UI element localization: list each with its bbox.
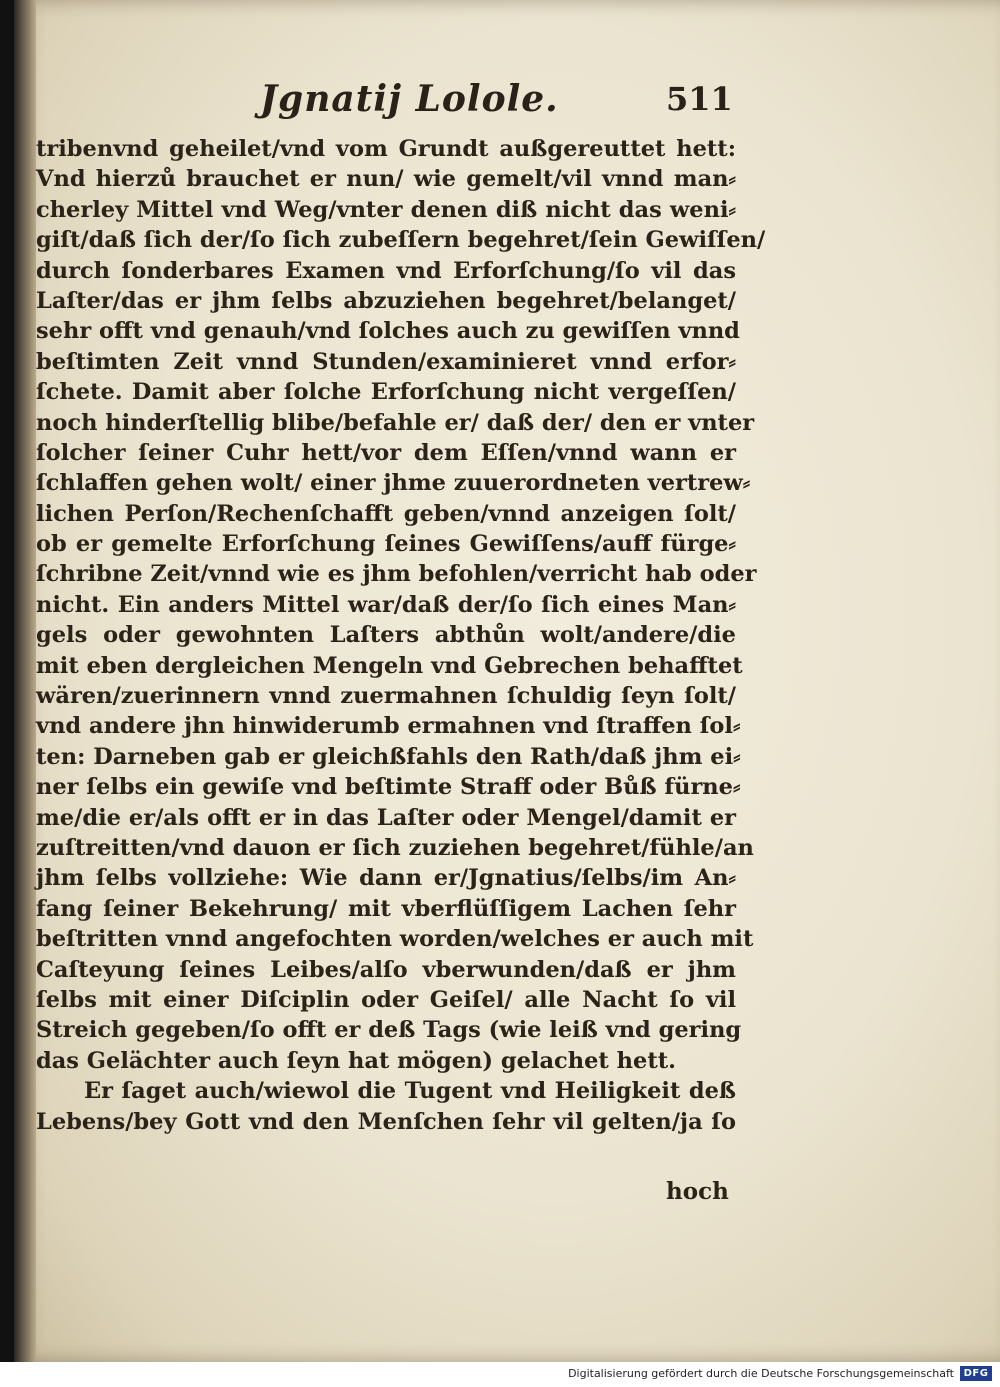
text-line: beſtritten vnnd angefochten worden/welches er auch mit xyxy=(36,926,754,953)
funding-credit: Digitalisierung gefördert durch die Deutsche Forschungsgemeinschaft xyxy=(568,1367,954,1380)
text-line: fang ſeiner Bekehrung/ mit vberflüſſigem Lachen ſehr xyxy=(36,895,736,922)
digitization-footer xyxy=(0,1362,1000,1387)
text-line: ſelbs mit einer Diſciplin oder Geiſel/ alle Nacht ſo vil xyxy=(36,986,736,1013)
text-line: Lebens/bey Gott vnd den Menſchen ſehr vil gelten/ja ſo xyxy=(36,1108,736,1135)
dfg-logo: DFG xyxy=(960,1366,992,1381)
text-line: ſchribne Zeit/vnnd wie es jhm befohlen/verricht hab oder xyxy=(36,561,757,588)
text-line: tribenvnd geheilet/vnd vom Grundt außgereuttet hett: xyxy=(36,136,736,162)
text-line: mit eben dergleichen Mengeln vnd Gebrechen behafftet xyxy=(36,652,743,679)
text-line: sehr offt vnd genauh/vnd ſolches auch zu gewiſſen vnnd xyxy=(36,318,740,345)
text-line: lichen Perſon/Rechenſchafft geben/vnnd anzeigen ſolt/ xyxy=(36,500,736,527)
text-line: zuſtreitten/vnd dauon er ſich zuziehen begehret/fühle/an xyxy=(36,834,754,861)
body-text xyxy=(36,134,766,1137)
page-header xyxy=(14,78,1000,134)
text-line: ob er gemelte Erforſchung ſeines Gewiſſens/auff fürge⸗ xyxy=(36,531,736,558)
page-gutter xyxy=(14,0,36,1362)
text-line: gels oder gewohnten Laſters abthůn wolt/andere/die xyxy=(36,622,736,649)
text-line: Vnd hierzů brauchet er nun/ wie gemelt/vil vnnd man⸗ xyxy=(36,166,736,193)
text-line: cherley Mittel vnd Weg/vnter denen diß nicht das weni⸗ xyxy=(36,196,736,223)
text-line: ſchlaffen gehen wolt/ einer jhme zuuerordneten vertrew⸗ xyxy=(36,470,751,497)
text-line: ten: Darneben gab er gleichßfahls den Rath/daß jhm ei⸗ xyxy=(36,743,741,770)
text-line: giſt/daß ſich der/ſo ſich zubeſſern begehret/ſein Gewiſſen/ xyxy=(36,227,766,254)
catchword: hoch xyxy=(666,1178,729,1205)
text-line: Streich gegeben/ſo offt er deß Tags (wie leiß vnd gering xyxy=(36,1017,742,1044)
text-line: Caſteyung ſeines Leibes/alſo vberwunden/daß er jhm xyxy=(36,956,736,983)
paragraph-start-line: Er ſaget auch/wiewol die Tugent vnd Heiligkeit deß xyxy=(84,1078,736,1105)
running-head: Jgnatij Lolole. xyxy=(260,78,559,120)
page-number: 511 xyxy=(666,80,733,118)
text-line: jhm ſelbs vollziehe: Wie dann er/Jgnatius/ſelbs/im An⸗ xyxy=(36,865,736,892)
text-line: wären/zuerinnern vnnd zuermahnen ſchuldig ſeyn ſolt/ xyxy=(36,683,736,710)
text-line: durch ſonderbares Examen vnd Erforſchung/ſo vil das xyxy=(36,257,736,284)
book-page xyxy=(14,0,1000,1362)
text-line: me/die er/als offt er in das Laſter oder Mengel/damit er xyxy=(36,804,736,831)
paragraph-end-line: das Gelächter auch ſeyn hat mögen) gelachet hett. xyxy=(36,1047,676,1074)
text-line: ner ſelbs ein gewiſe vnd beſtimte Straff oder Bůß fürne⸗ xyxy=(36,774,741,801)
text-line: ſolcher ſeiner Cuhr hett/vor dem Eſſen/vnnd wann er xyxy=(36,439,736,466)
text-line: Laſter/das er jhm ſelbs abzuziehen begehret/belanget/ xyxy=(36,287,736,314)
text-line: nicht. Ein anders Mittel war/daß der/ſo ſich eines Man⸗ xyxy=(36,591,736,618)
text-line: ſchete. Damit aber ſolche Erforſchung nicht vergeſſen/ xyxy=(36,379,736,406)
text-line: vnd andere jhn hinwiderumb ermahnen vnd ſtraffen ſol⸗ xyxy=(36,713,741,740)
text-line: beſtimten Zeit vnnd Stunden/examinieret vnnd erfor⸗ xyxy=(36,348,736,375)
text-line: noch hinderſtellig blibe/befahle er/ daß der/ den er vnter xyxy=(36,409,755,436)
